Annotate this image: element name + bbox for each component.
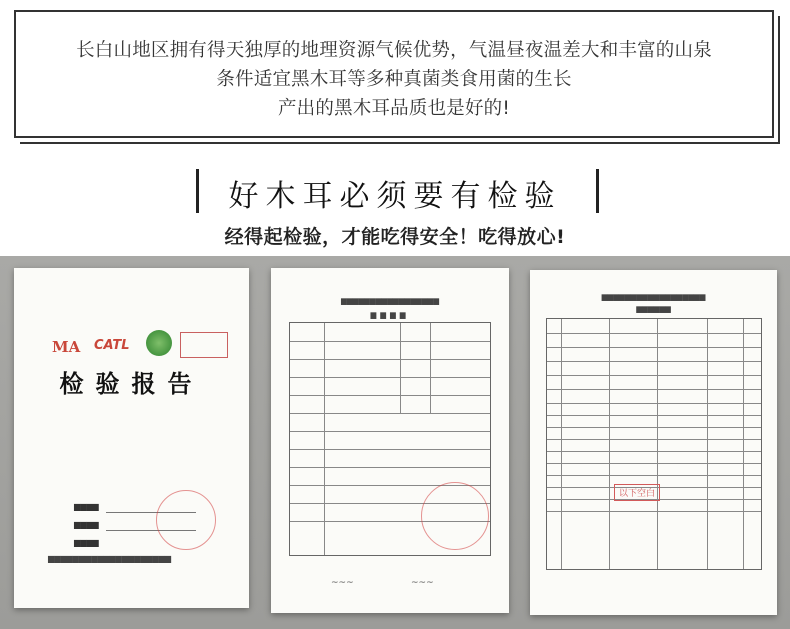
doc-subheader-text: ▆▆▆▆▆▆ [636, 304, 671, 313]
blank-below-stamp: 以下空白 [614, 484, 660, 501]
red-seal-icon [421, 482, 489, 550]
signature-mark: ~~~ [331, 578, 354, 588]
stamp-logo-icon [180, 332, 228, 358]
issuer-text: ▆▆▆▆▆▆▆▆▆▆▆▆▆▆▆▆▆▆▆▆ [48, 554, 172, 563]
intro-line-1: 长白山地区拥有得天独厚的地理资源气候优势，气温昼夜温差大和丰富的山泉 [76, 40, 712, 61]
intro-line-3: 产出的黑木耳品质也是好的! [277, 98, 511, 119]
report-title: 检验报告 [59, 369, 204, 398]
doc-header-text: ▆▆▆▆▆▆▆▆▆▆▆▆▆▆▆▆▆ [340, 296, 440, 305]
intro-line-2: 条件适宜黑木耳等多种真菌类食用菌的生长 [216, 69, 572, 90]
doc-header-text: ▆▆▆▆▆▆▆▆▆▆▆▆▆▆▆▆▆▆ [601, 292, 706, 301]
section-subheading: 经得起检验，才能吃得安全！吃得放心! [224, 226, 566, 248]
red-seal-icon [156, 490, 216, 550]
report-cover-document [14, 268, 249, 608]
field-label: ▆▆▆▆ [74, 520, 99, 529]
field-label: ▆▆▆▆ [74, 538, 99, 547]
ma-logo-icon: MA [52, 338, 81, 356]
catl-logo-icon: CATL [94, 338, 130, 353]
doc-subheader-text: ▆▆▆▆ [370, 310, 410, 319]
section-heading: 好木耳必须要有检验 [228, 179, 562, 214]
field-label: ▆▆▆▆ [74, 502, 99, 511]
signature-mark: ~~~ [411, 578, 434, 588]
results-table-document [530, 270, 777, 615]
section-heading-wrap [0, 165, 790, 215]
report-table-document [271, 268, 509, 613]
results-table [546, 318, 762, 570]
green-seal-icon [146, 330, 172, 356]
intro-box [14, 10, 774, 138]
heading-right-bar [596, 169, 599, 213]
